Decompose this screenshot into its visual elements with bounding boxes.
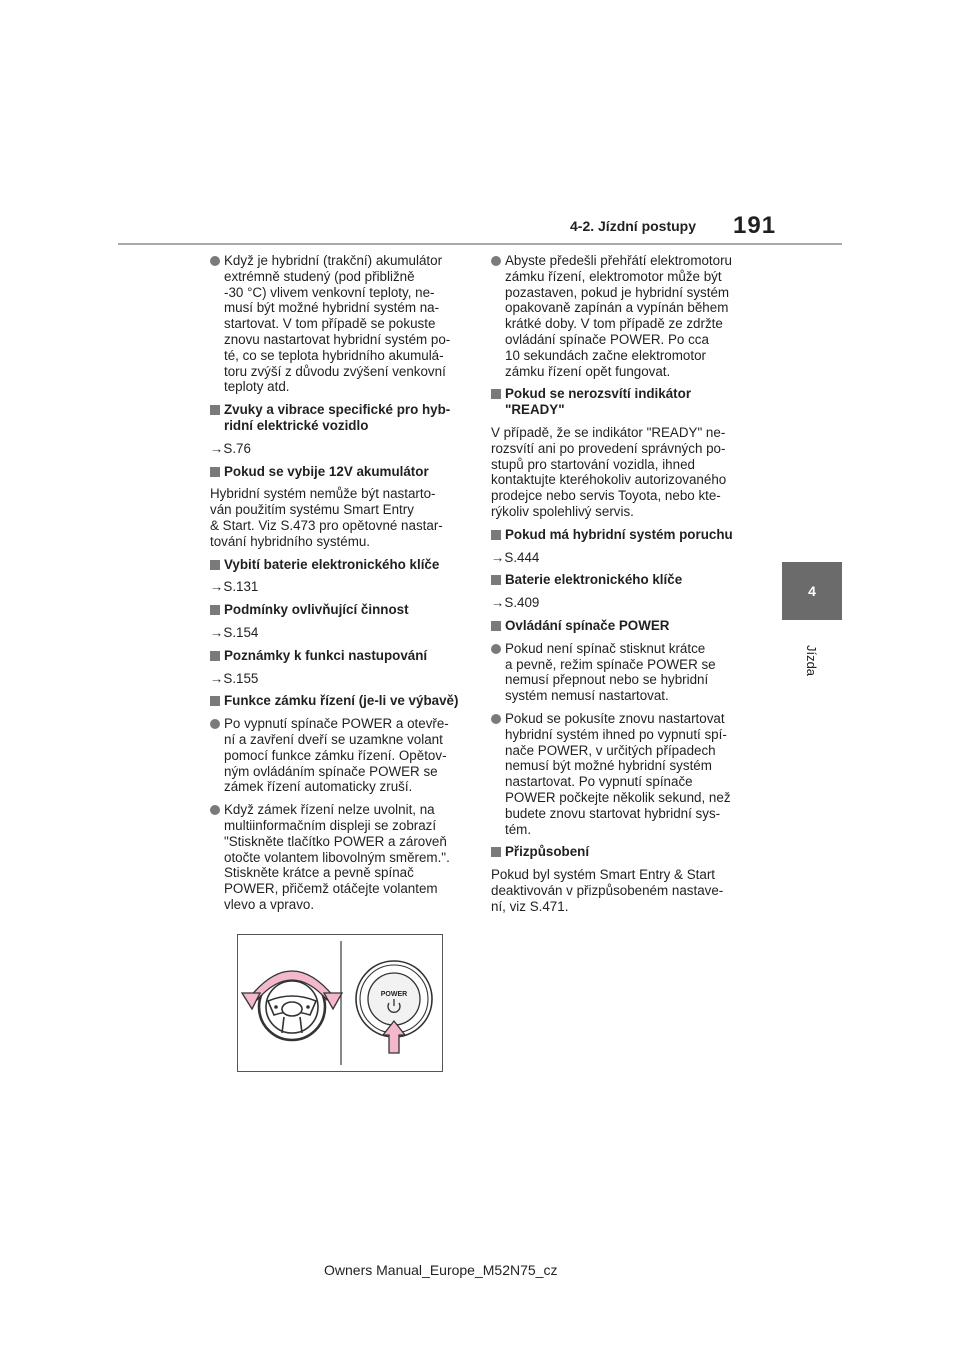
chapter-tab[interactable]	[782, 562, 842, 620]
header-divider	[118, 243, 842, 245]
section-title: 4-2. Jízdní postupy	[570, 218, 697, 234]
page-reference-text: →S.154	[210, 624, 259, 640]
page-number: 191	[733, 212, 777, 239]
bullet-item	[491, 641, 753, 704]
square-bullet-icon	[210, 467, 220, 477]
paragraph	[491, 425, 753, 520]
page-reference-text: →S.131	[210, 579, 259, 595]
chapter-tab-label-text: Jízda	[804, 644, 820, 676]
square-bullet-icon	[210, 405, 220, 415]
page-reference[interactable]	[210, 441, 472, 457]
square-bullet-icon	[210, 560, 220, 570]
square-bullet-icon	[210, 696, 220, 706]
bullet-icon	[210, 256, 220, 266]
bullet-text: Když je hybridní (trakční) akumulátor extrémně studený (pod přibližně -30 °C) vlivem venkovní teploty, ne- musí být možné hybridní systém na- startovat. V tom případě se pokuste znovu nastartovat hybridní systém po- té, co se teplota hybridního akumulá- toru zvýší z důvodu zvýšení venkovní teploty atd.	[224, 253, 451, 395]
bullet-icon	[210, 719, 220, 729]
paragraph	[210, 486, 472, 549]
bullet-item	[491, 711, 753, 837]
section-heading	[491, 572, 753, 588]
section-heading	[210, 648, 472, 664]
bullet-icon	[491, 714, 501, 724]
section-heading-text: Pokud se vybije 12V akumulátor	[224, 463, 429, 479]
paragraph-text: V případě, že se indikátor "READY" ne- rozsvítí ani po provedení správných po- stupů pro startování vozidla, ihned kontaktujte kteréhokoliv autorizovaného prodejce nebo servis Toyota, nebo kte- rýkoliv spolehlivý servis.	[491, 424, 727, 519]
page-reference-text: →S.76	[210, 440, 251, 456]
section-heading	[210, 602, 472, 618]
bullet-text: Po vypnutí spínače POWER a otevře- ní a zavření dveří se uzamkne volant pomocí funkce zámku řízení. Opětov- ným ovládáním spínače POWER se zámek řízení automaticky zruší.	[224, 716, 449, 795]
page-reference-text: →S.444	[491, 549, 540, 565]
square-bullet-icon	[491, 847, 501, 857]
illustration-svg	[238, 935, 442, 1071]
section-heading-text: Přizpůsobení	[505, 844, 590, 860]
page-reference[interactable]	[210, 579, 472, 595]
page-reference[interactable]	[491, 550, 753, 566]
power-button-label: POWER	[380, 991, 408, 998]
section-heading-text: Zvuky a vibrace specifické pro hyb- ridní elektrické vozidlo	[224, 402, 451, 433]
section-heading-text: Poznámky k funkci nastupování	[224, 647, 428, 663]
section-heading	[210, 693, 472, 709]
bullet-icon	[491, 644, 501, 654]
footer-text: Owners Manual_Europe_M52N75_cz	[324, 1262, 558, 1278]
section-heading	[210, 464, 472, 480]
section-heading-text: Baterie elektronického klíče	[505, 572, 683, 588]
square-bullet-icon	[491, 621, 501, 631]
section-heading-text: Vybití baterie elektronického klíče	[224, 556, 440, 572]
bullet-item	[210, 802, 472, 913]
page-reference-text: →S.155	[210, 670, 259, 686]
bullet-item	[210, 716, 472, 795]
right-column	[491, 253, 753, 921]
section-heading	[210, 402, 472, 434]
square-bullet-icon	[491, 530, 501, 540]
bullet-text: Pokud není spínač stisknut krátce a pevně, režim spínače POWER se nemusí přepnout nebo se hybridní systém nemusí nastartovat.	[505, 640, 716, 704]
section-heading	[491, 844, 753, 860]
bullet-item	[210, 253, 472, 395]
bullet-text: Pokud se pokusíte znovu nastartovat hybridní systém ihned po vypnutí spí- nače POWER, v určitých případech nemusí být možné hybridní systém nastartovat. Po vypnutí spínače POWER počkejte několik sekund, než budete znovu startovat hybridní sys- tém.	[505, 710, 731, 837]
section-heading	[491, 618, 753, 634]
square-bullet-icon	[491, 389, 501, 399]
square-bullet-icon	[210, 605, 220, 615]
section-heading-text: Pokud má hybridní systém poruchu	[505, 526, 733, 542]
section-heading-text: Pokud se nerozsvítí indikátor "READY"	[505, 386, 692, 418]
paragraph	[491, 867, 753, 914]
steering-lock-illustration	[237, 934, 443, 1072]
bullet-item	[491, 253, 753, 379]
bullet-text: Když zámek řízení nelze uvolnit, na multiinformačním displeji se zobrazí "Stiskněte tlačítko POWER a zároveň otočte volantem libovolným směrem.". Stiskněte krátce a pevně spínač POWER, přičemž otáčejte volantem vlevo a vpravo.	[224, 802, 450, 912]
bullet-icon	[491, 256, 501, 266]
section-heading	[210, 557, 472, 573]
paragraph-text: Hybridní systém nemůže být nastarto- ván použitím systému Smart Entry & Start. Viz S.473 pro opětovné nastar- tování hybridního systému.	[210, 486, 443, 549]
chapter-tab-number: 4	[808, 583, 816, 599]
square-bullet-icon	[491, 575, 501, 585]
chapter-tab-label	[800, 630, 824, 690]
section-heading	[491, 386, 753, 418]
square-bullet-icon	[210, 651, 220, 661]
section-heading-text: Podmínky ovlivňující činnost	[224, 602, 409, 618]
section-heading-text: Ovládání spínače POWER	[505, 617, 670, 633]
section-heading-text: Funkce zámku řízení (je-li ve výbavě)	[224, 693, 459, 709]
page-reference[interactable]	[210, 671, 472, 687]
page-reference[interactable]	[210, 625, 472, 641]
left-column	[210, 253, 472, 920]
bullet-text: Abyste předešli přehřátí elektromotoru zámku řízení, elektromotor může být pozastaven, pokud je hybridní systém opakovaně zapínán a vypínán během krátké doby. V tom případě ze zdržte ovládání spínače POWER. Po cca 10 sekundách začne elektromotor zámku řízení opět fungovat.	[505, 253, 733, 379]
page-reference[interactable]	[491, 595, 753, 611]
section-heading	[491, 527, 753, 543]
bullet-icon	[210, 805, 220, 815]
paragraph-text: Pokud byl systém Smart Entry & Start deaktivován v přizpůsobeném nastave- ní, viz S.471.	[491, 867, 724, 914]
page-reference-text: →S.409	[491, 595, 540, 611]
